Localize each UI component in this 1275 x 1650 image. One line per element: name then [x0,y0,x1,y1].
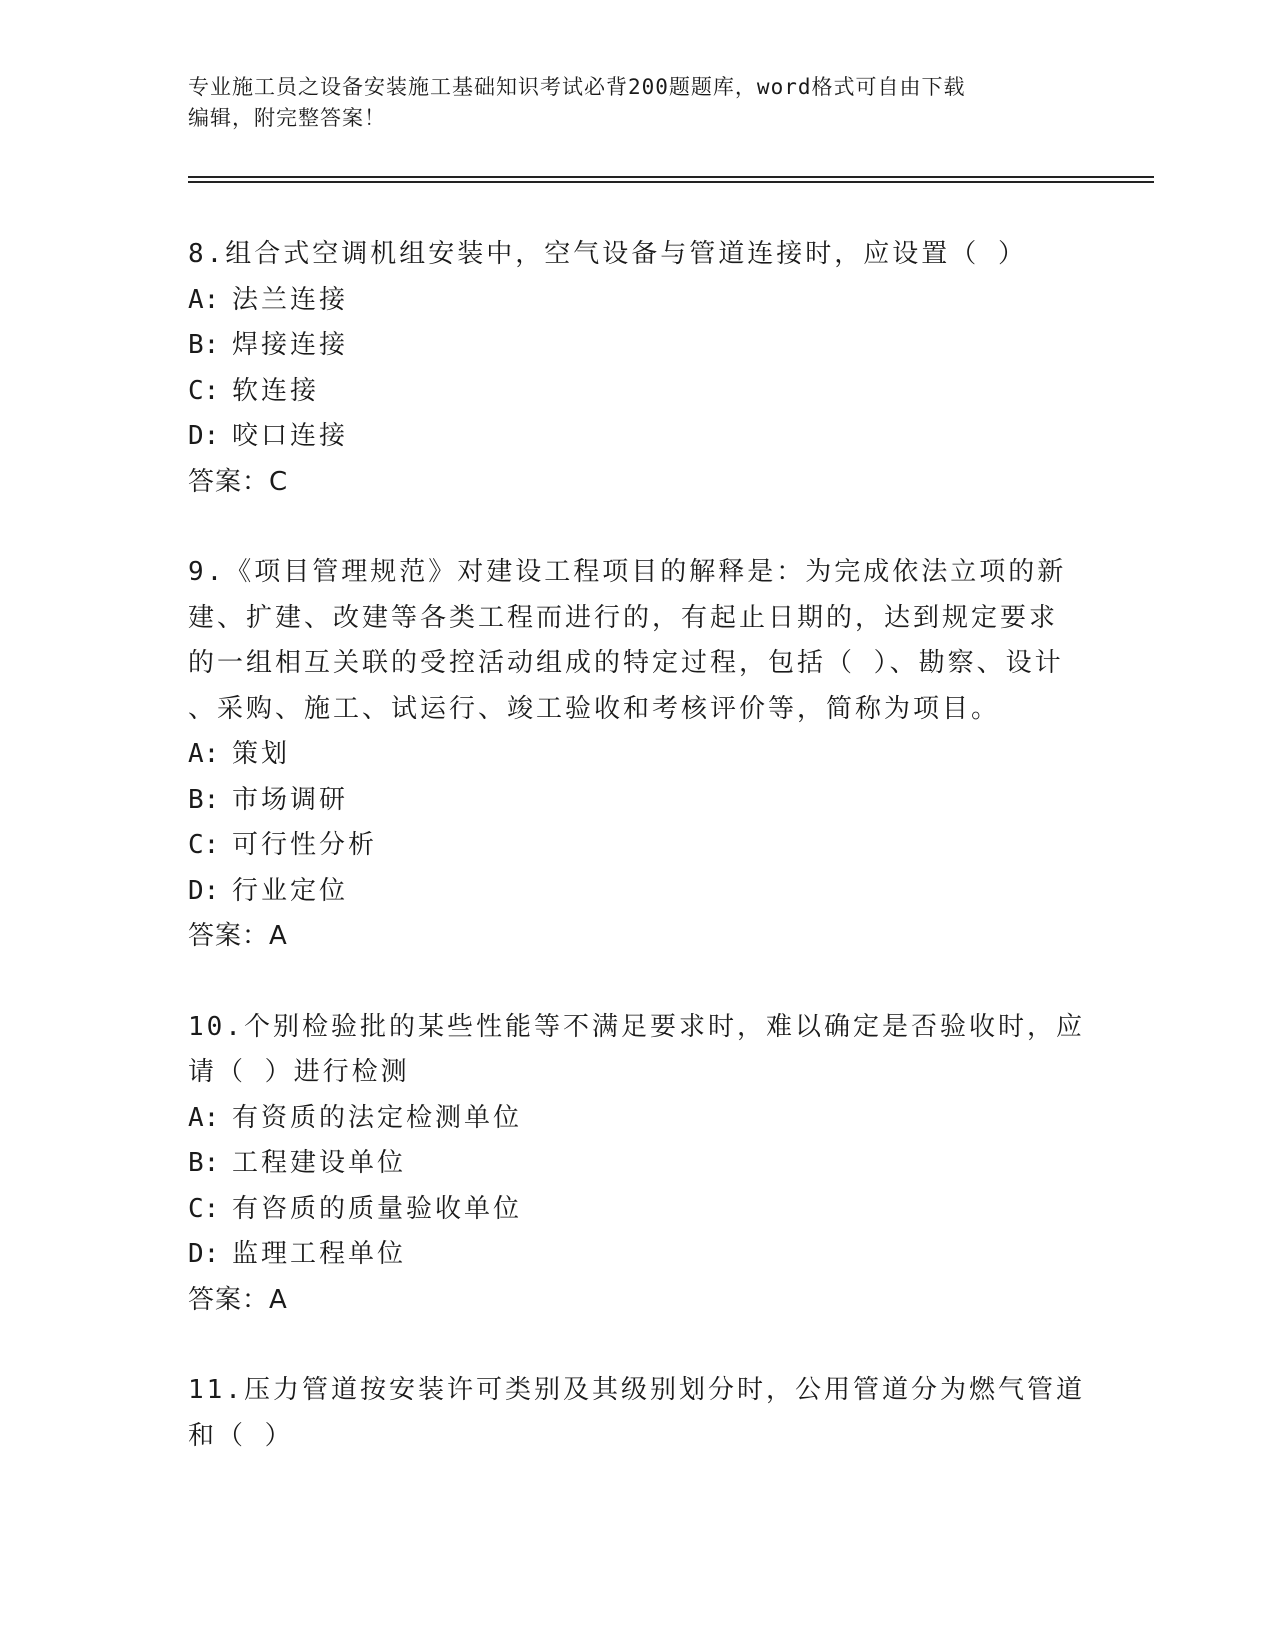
option-letter: A: [188,739,220,769]
question-stem-line: 请（ ）进行检测 [188,1057,410,1087]
question-stem-line: 9.《项目管理规范》对建设工程项目的解释是：为完成依法立项的新 [188,557,1067,587]
question-stem-line: 10.个别检验批的某些性能等不满足要求时，难以确定是否验收时，应 [188,1011,1085,1042]
option-letter: A: [188,1102,220,1133]
option-letter: D: [188,1239,220,1269]
question-stem-line: 的一组相互关联的受控活动组成的特定过程，包括（ ）、勘察、设计 [188,648,1064,678]
answer-option [188,778,1088,824]
question-stem-line: 、采购、施工、试运行、竣工验收和考核评价等，简称为项目。 [188,693,1001,724]
option-letter: B: [188,1148,220,1178]
answer-key: 答案：C [188,466,289,497]
answer-option [188,1187,1088,1233]
answer-option [188,323,1088,369]
answer-option [188,1096,1088,1142]
answer-option [188,414,1088,460]
option-text: 监理工程单位 [232,1239,407,1269]
option-text: 咬口连接 [232,421,349,451]
question-stem-line: 建、扩建、改建等各类工程而进行的，有起止日期的，达到规定要求 [188,602,1059,633]
header-divider-top [188,176,1154,178]
option-text: 策划 [232,739,291,769]
header-line-2: 编辑，附完整答案！ [188,106,386,130]
option-text: 行业定位 [232,875,349,906]
option-letter: A: [188,284,220,315]
answer-option [188,732,1088,778]
question-block [188,1005,1088,1324]
question-list [188,232,1088,1504]
header-line-1: 专业施工员之设备安装施工基础知识考试必背200题题库，word格式可自由下载 [188,75,966,99]
document-header [188,72,1068,134]
option-text: 软连接 [232,375,320,406]
option-letter: D: [188,421,220,451]
option-text: 工程建设单位 [232,1148,407,1178]
option-text: 有咨质的质量验收单位 [232,1193,523,1224]
answer-option [188,823,1088,869]
answer-key: 答案：A [188,1284,288,1315]
option-text: 焊接连接 [232,330,349,360]
option-text: 有资质的法定检测单位 [232,1102,523,1133]
answer-option [188,1232,1088,1278]
question-block [188,550,1088,960]
question-block [188,232,1088,505]
option-letter: B: [188,330,220,360]
option-letter: B: [188,784,220,815]
option-text: 可行性分析 [232,830,378,860]
option-letter: D: [188,875,220,906]
question-stem-line: 11.压力管道按安装许可类别及其级别划分时，公用管道分为燃气管道 [188,1375,1085,1405]
question-stem-line: 和（ ） [188,1420,294,1451]
option-letter: C: [188,830,220,860]
question-block [188,1368,1088,1459]
answer-option [188,369,1088,415]
option-text: 市场调研 [232,784,349,815]
answer-option [188,869,1088,915]
answer-key: 答案：A [188,921,288,951]
option-text: 法兰连接 [232,284,349,315]
option-letter: C: [188,1193,220,1224]
header-divider-bottom [188,181,1154,183]
option-letter: C: [188,375,220,406]
answer-option [188,278,1088,324]
question-stem-line: 8.组合式空调机组安装中，空气设备与管道连接时，应设置（ ） [188,239,1027,269]
answer-option [188,1141,1088,1187]
